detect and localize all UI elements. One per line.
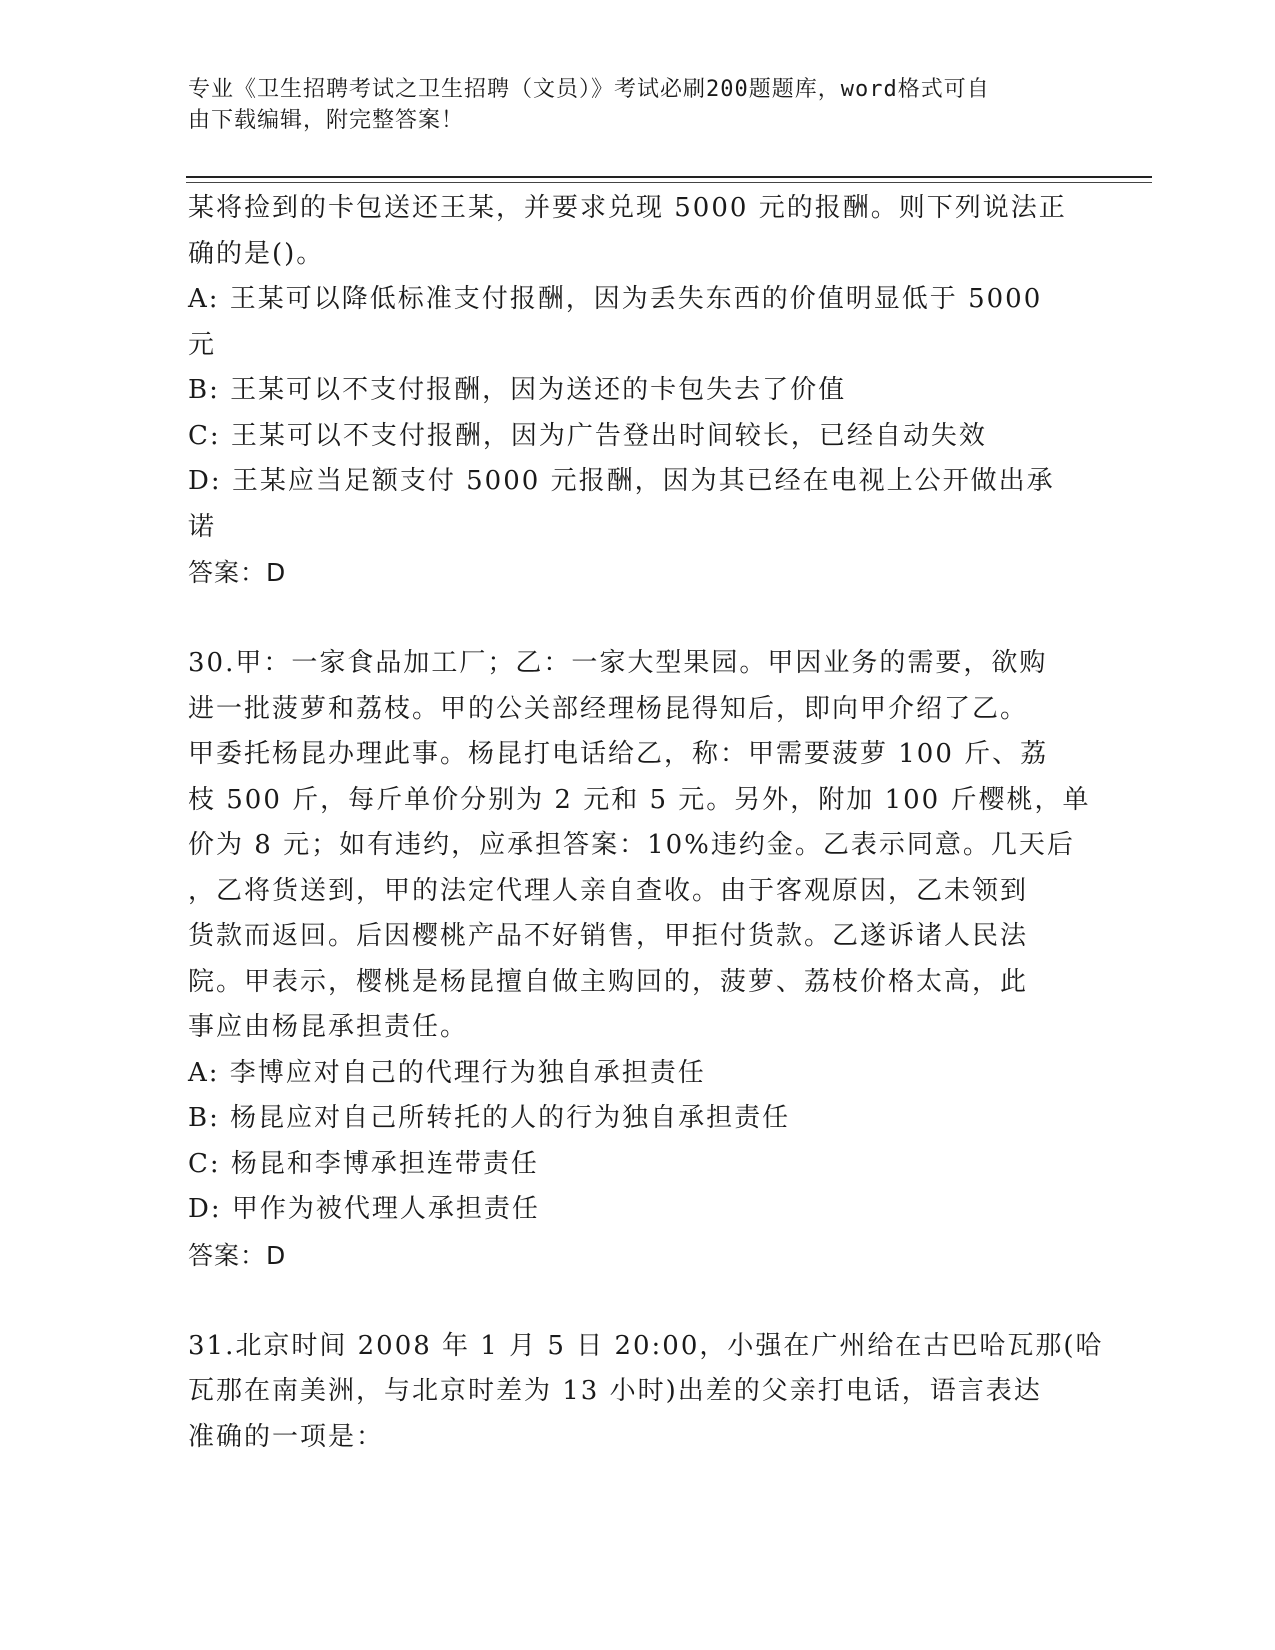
question-stem-line: 30.甲：一家食品加工厂；乙：一家大型果园。甲因业务的需要，欲购 xyxy=(188,648,1048,678)
spacer xyxy=(188,596,1088,642)
option-b: B: 王某可以不支付报酬，因为送还的卡包失去了价值 xyxy=(188,375,847,405)
option-d-continued: 诺 xyxy=(188,511,217,542)
question-stem-line: 瓦那在南美洲，与北京时差为 13 小时)出差的父亲打电话，语言表达 xyxy=(188,1376,1042,1406)
question-stem-line: ，乙将货送到，甲的法定代理人亲自查收。由于客观原因，乙未领到 xyxy=(188,875,1029,906)
question-stem-line: 进一批菠萝和荔枝。甲的公关部经理杨昆得知后，即向甲介绍了乙。 xyxy=(188,693,1029,724)
document-header xyxy=(188,74,1068,136)
option-a: A: 李博应对自己的代理行为独自承担责任 xyxy=(188,1057,706,1088)
question-stem-line: 枝 500 斤，每斤单价分别为 2 元和 5 元。另外，附加 100 斤樱桃，单 xyxy=(188,784,1091,815)
question-stem-line: 院。甲表示，樱桃是杨昆擅自做主购回的，菠萝、荔枝价格太高，此 xyxy=(188,966,1029,997)
header-line-2: 由下载编辑，附完整答案！ xyxy=(188,108,465,133)
answer-line: 答案：D xyxy=(188,1240,287,1270)
question-stem-line: 甲委托杨昆办理此事。杨昆打电话给乙，称：甲需要菠萝 100 斤、荔 xyxy=(188,739,1049,769)
spacer xyxy=(188,1278,1088,1324)
question-29 xyxy=(188,186,1088,596)
option-c: C: 王某可以不支付报酬，因为广告登出时间较长，已经自动失效 xyxy=(188,420,987,451)
question-stem-line: 准确的一项是： xyxy=(188,1421,385,1452)
question-stem-line: 31.北京时间 2008 年 1 月 5 日 20:00，小强在广州给在古巴哈瓦那(哈 xyxy=(188,1330,1104,1361)
option-c: C: 杨昆和李博承担连带责任 xyxy=(188,1148,539,1179)
question-stem-line: 某将捡到的卡包送还王某，并要求兑现 5000 元的报酬。则下列说法正 xyxy=(188,193,1067,223)
header-divider-thin xyxy=(186,182,1152,183)
question-30 xyxy=(188,641,1091,1278)
document-body xyxy=(188,186,1104,1460)
option-a: A: 王某可以降低标准支付报酬，因为丢失东西的价值明显低于 5000 xyxy=(188,284,1043,314)
question-stem-line: 价为 8 元；如有违约，应承担答案：10%违约金。乙表示同意。几天后 xyxy=(188,830,1075,860)
option-d: D: 甲作为被代理人承担责任 xyxy=(188,1194,540,1224)
question-31 xyxy=(188,1324,1104,1461)
question-stem-line: 事应由杨昆承担责任。 xyxy=(188,1012,469,1042)
question-stem-line: 确的是()。 xyxy=(188,238,325,269)
question-stem-line: 货款而返回。后因樱桃产品不好销售，甲拒付货款。乙遂诉诸人民法 xyxy=(188,921,1029,951)
answer-line: 答案：D xyxy=(188,558,287,587)
header-line-1: 专业《卫生招聘考试之卫生招聘（文员）》考试必刷200题题库，word格式可自 xyxy=(188,77,990,102)
option-a-continued: 元 xyxy=(188,329,217,360)
header-divider-thick xyxy=(186,176,1152,178)
option-b: B: 杨昆应对自己所转托的人的行为独自承担责任 xyxy=(188,1103,791,1133)
option-d: D: 王某应当足额支付 5000 元报酬，因为其已经在电视上公开做出承 xyxy=(188,466,1055,496)
